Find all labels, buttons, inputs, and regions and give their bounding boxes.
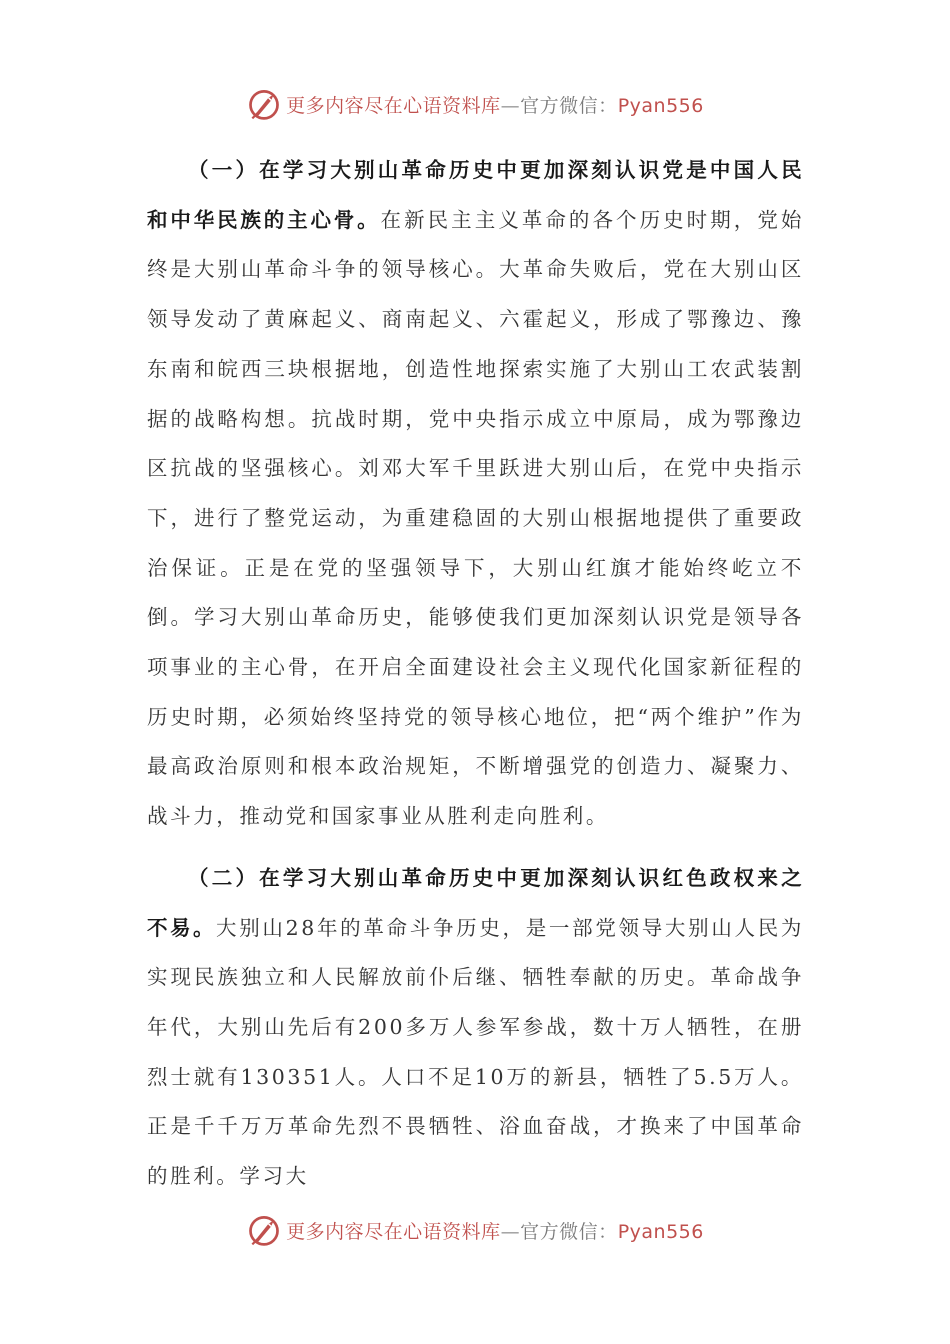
banner-wechat-id: Pyan556 xyxy=(617,1220,704,1243)
paragraph-2-heading: （二）在学习大别山革命历史中更加深刻认识红色政权来之不易。 xyxy=(147,865,804,940)
banner-wechat-label: 官方微信： xyxy=(520,94,618,117)
banner-wechat-label: 官方微信： xyxy=(520,1220,618,1243)
paragraph-1 xyxy=(147,146,804,842)
paragraph-1-text: 在新民主主义革命的各个历史时期，党始终是大别山革命斗争的领导核心。大革命失败后，党在大别山区领导发动了黄麻起义、商南起义、六霍起义，形成了鄂豫边、豫东南和皖西三块根据地，创造性地探索实施了大别山工农武装割据的战略构想。抗战时期，党中央指示成立中原局，成为鄂豫边区抗战的坚强核心。刘邓大军千里跃进大别山后，在党中央指示下，进行了整党运动，为重建稳固的大别山根据地提供了重要政治保证。正是在党的坚强领导下，大别山红旗才能始终屹立不倒。学习大别山革命历史，能够使我们更加深刻认识党是领导各项事业的主心骨，在开启全面建设社会主义现代化国家新征程的历史时期，必须始终坚持党的领导核心地位，把“两个维护”作为最高政治原则和根本政治规矩，不断增强党的创造力、凝聚力、战斗力，推动党和国家事业从胜利走向胜利。 xyxy=(147,207,804,829)
banner-site-name: 更多内容尽在心语资料库 xyxy=(286,1220,501,1243)
header-banner xyxy=(0,82,950,126)
paragraph-1-heading: （一）在学习大别山革命历史中更加深刻认识党是中国人民和中华民族的主心骨。 xyxy=(147,158,804,232)
paragraph-2 xyxy=(147,854,804,1202)
banner-site-name: 更多内容尽在心语资料库 xyxy=(286,94,501,117)
paragraph-2-text: 大别山28年的革命斗争历史，是一部党领导大别山人民为实现民族独立和人民解放前仆后继、牺牲奉献的历史。革命战争年代，大别山先后有200多万人参军参战，数十万人牺牲，在册烈士就有130351人。人口不足10万的新县，牺牲了5.5万人。正是千千万万革命先烈不畏牺牲、浴血奋战，才换来了中国革命的胜利。学习大 xyxy=(147,915,805,1189)
banner-dash: — xyxy=(500,1220,521,1243)
banner-wechat-id: Pyan556 xyxy=(617,94,704,117)
header-banner-text xyxy=(286,91,704,118)
footer-banner xyxy=(0,1208,950,1252)
document-body xyxy=(147,146,804,1202)
footer-banner-text xyxy=(286,1217,704,1244)
banner-dash: — xyxy=(500,94,521,117)
pen-nib-logo-icon xyxy=(246,1212,282,1248)
pen-nib-logo-icon xyxy=(246,86,282,122)
